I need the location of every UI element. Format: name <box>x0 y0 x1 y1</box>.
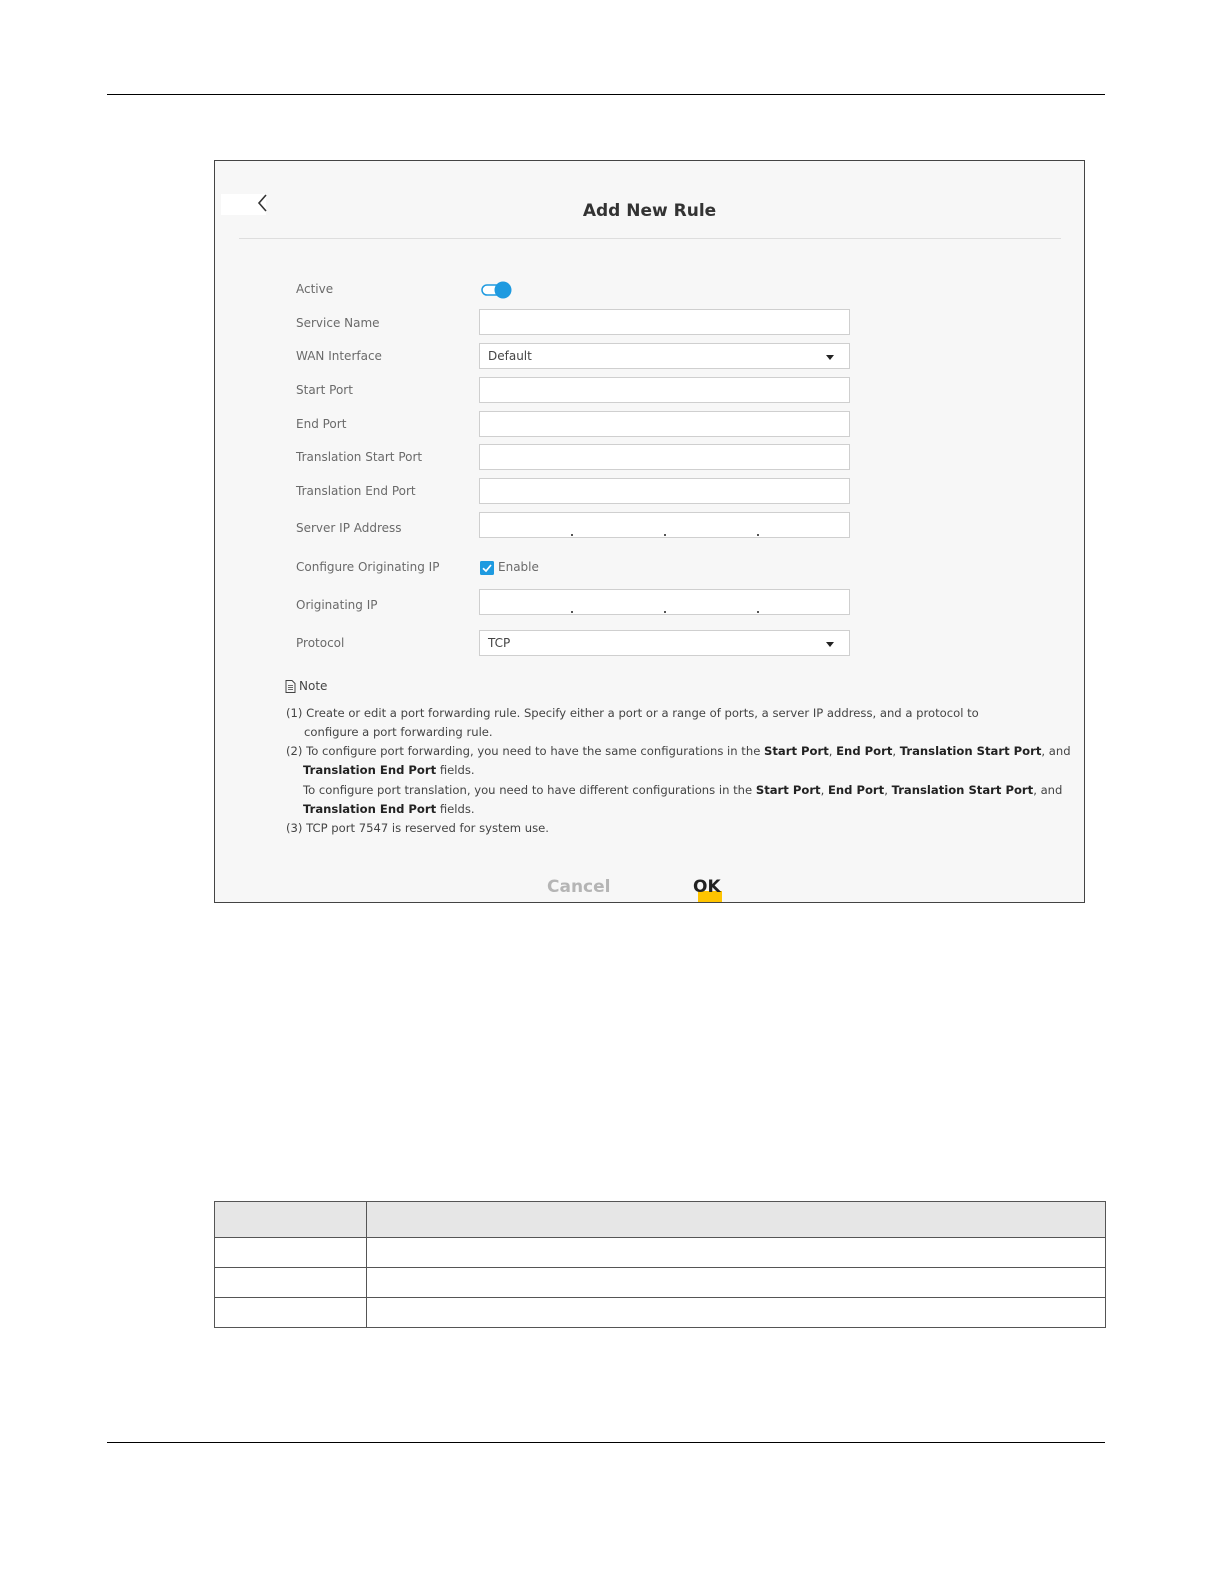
note-icon <box>285 680 296 693</box>
enable-label: Enable <box>498 560 539 574</box>
server-ip-input[interactable] <box>479 512 850 538</box>
note-line-5: To configure port translation, you need to have different configurations in the Start Port, End Port, Translation Start Port, and <box>303 783 1063 797</box>
protocol-value: TCP <box>488 636 511 650</box>
table-row <box>215 1298 1106 1328</box>
table-header-cell <box>367 1202 1106 1238</box>
protocol-select[interactable] <box>479 630 850 656</box>
start-port-label: Start Port <box>296 383 353 397</box>
ip-dot <box>757 534 759 536</box>
configure-originating-ip-label: Configure Originating IP <box>296 560 440 574</box>
field-description-table <box>214 1201 1106 1328</box>
table-row <box>215 1268 1106 1298</box>
footer-rule <box>107 1442 1105 1443</box>
note-heading: Note <box>299 679 328 693</box>
title-divider <box>239 238 1061 239</box>
note-line-7: (3) TCP port 7547 is reserved for system use. <box>286 821 549 835</box>
server-ip-label: Server IP Address <box>296 521 402 535</box>
enable-checkbox[interactable] <box>480 561 494 575</box>
chevron-down-icon <box>826 355 834 360</box>
note-line-1: (1) Create or edit a port forwarding rule. Specify either a port or a range of ports, a server IP address, and a protocol to <box>286 706 979 720</box>
add-new-rule-screenshot <box>214 160 1085 903</box>
wan-interface-value: Default <box>488 349 532 363</box>
table-row <box>215 1238 1106 1268</box>
table-cell <box>215 1238 367 1268</box>
ip-dot <box>664 534 666 536</box>
note-line-4: Translation End Port fields. <box>303 763 475 777</box>
wan-interface-select[interactable] <box>479 343 850 369</box>
originating-ip-label: Originating IP <box>296 598 378 612</box>
table-cell <box>215 1298 367 1328</box>
service-name-label: Service Name <box>296 316 380 330</box>
ip-dot <box>757 611 759 613</box>
wan-interface-label: WAN Interface <box>296 349 382 363</box>
end-port-label: End Port <box>296 417 347 431</box>
active-label: Active <box>296 282 334 296</box>
note-line-3: (2) To configure port forwarding, you need to have the same configurations in the Start Port, End Port, Translation Start Port, and <box>286 744 1071 758</box>
translation-end-port-label: Translation End Port <box>296 484 416 498</box>
table-cell <box>367 1238 1106 1268</box>
table-header-cell <box>215 1202 367 1238</box>
cancel-button[interactable]: Cancel <box>547 877 611 897</box>
ip-dot <box>571 611 573 613</box>
header-rule <box>107 94 1105 95</box>
ok-button[interactable]: OK <box>693 877 721 897</box>
note-line-6: Translation End Port fields. <box>303 802 475 816</box>
translation-end-port-input[interactable] <box>479 478 850 504</box>
service-name-input[interactable] <box>479 309 850 335</box>
active-toggle[interactable] <box>481 280 513 300</box>
ip-dot <box>571 534 573 536</box>
translation-start-port-label: Translation Start Port <box>296 450 423 464</box>
protocol-label: Protocol <box>296 636 345 650</box>
table-cell <box>215 1268 367 1298</box>
originating-ip-input[interactable] <box>479 589 850 615</box>
table-cell <box>367 1268 1106 1298</box>
start-port-input[interactable] <box>479 377 850 403</box>
ip-dot <box>664 611 666 613</box>
note-line-2: configure a port forwarding rule. <box>304 725 493 739</box>
dialog-title: Add New Rule <box>582 201 717 221</box>
table-header-row <box>215 1202 1106 1238</box>
end-port-input[interactable] <box>479 411 850 437</box>
chevron-down-icon <box>826 642 834 647</box>
table-cell <box>367 1298 1106 1328</box>
translation-start-port-input[interactable] <box>479 444 850 470</box>
